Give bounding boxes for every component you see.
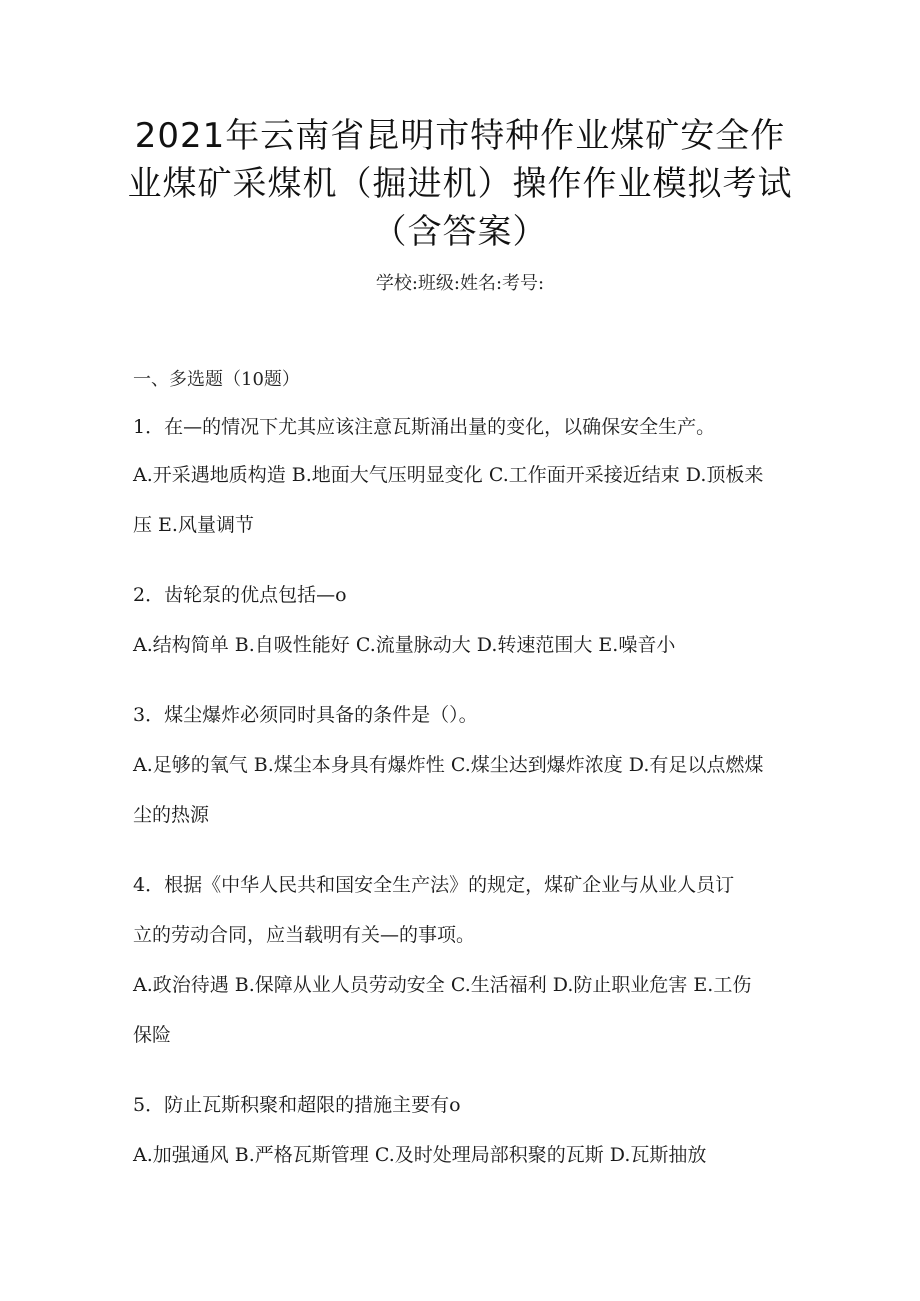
question-4-options-line-2: 保险 — [133, 1024, 172, 1046]
question-5-stem: 5．防止瓦斯积聚和超限的措施主要有o — [133, 1094, 461, 1116]
question-5-options-line-1: A.加强通风 B.严格瓦斯管理 C.及时处理局部积聚的瓦斯 D.瓦斯抽放 — [133, 1144, 707, 1166]
question-3-options-line-2: 尘的热源 — [133, 804, 210, 826]
question-4-stem-line-2: 立的劳动合同，应当载明有关—的事项。 — [133, 924, 476, 946]
document-title-line-3: （含答案） — [372, 212, 548, 252]
section-heading: 一、多选题（10题） — [133, 369, 300, 390]
question-3-stem: 3．煤尘爆炸必须同时具备的条件是（）。 — [133, 704, 478, 726]
question-1-stem: 1．在—的情况下尤其应该注意瓦斯涌出量的变化，以确保安全生产。 — [133, 416, 716, 438]
document-title-line-2: 业煤矿采煤机（掘进机）操作作业模拟考试 — [127, 164, 793, 204]
question-2-options-line-1: A.结构简单 B.自吸性能好 C.流量脉动大 D.转速范围大 E.噪音小 — [133, 634, 676, 656]
question-4-options-line-1: A.政治待遇 B.保障从业人员劳动安全 C.生活福利 D.防止职业危害 E.工伤 — [133, 974, 752, 996]
question-2-stem: 2．齿轮泵的优点包括—o — [133, 584, 347, 606]
student-info-fields: 学校:班级:姓名:考号: — [375, 273, 545, 294]
document-title-line-1: 2021年云南省昆明市特种作业煤矿安全作 — [134, 116, 786, 156]
question-4-stem-line-1: 4．根据《中华人民共和国安全生产法》的规定，煤矿企业与从业人员订 — [133, 874, 735, 896]
question-1-options-line-2: 压 E.风量调节 — [133, 514, 254, 536]
question-1-options-line-1: A.开采遇地质构造 B.地面大气压明显变化 C.工作面开采接近结束 D.顶板来 — [133, 464, 764, 486]
question-3-options-line-1: A.足够的氧气 B.煤尘本身具有爆炸性 C.煤尘达到爆炸浓度 D.有足以点燃煤 — [133, 754, 764, 776]
